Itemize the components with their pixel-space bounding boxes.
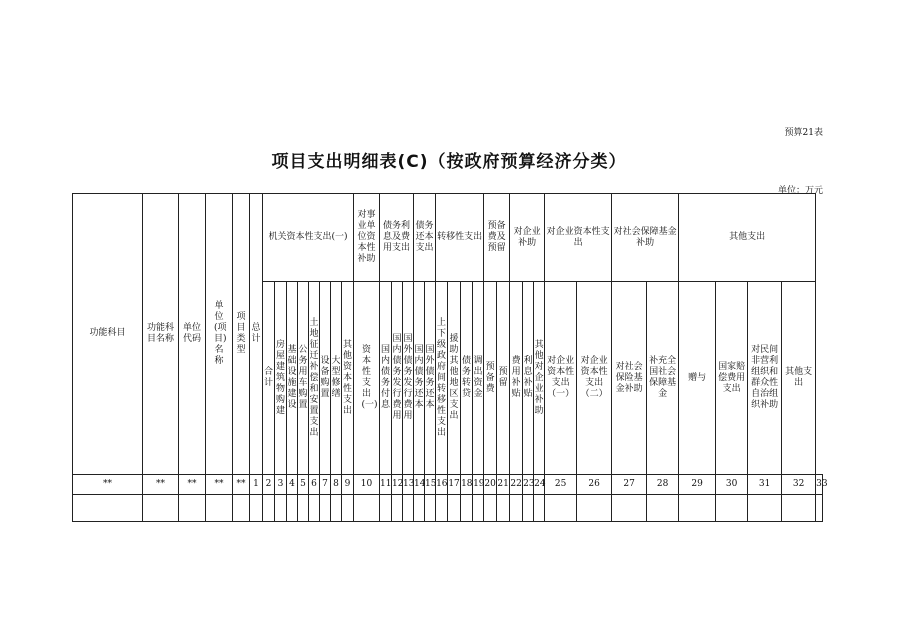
header-total: 总计 xyxy=(250,194,263,475)
data-cell xyxy=(484,494,497,521)
sub-header: 援助其他地区支出 xyxy=(448,282,461,475)
index-cell: 29 xyxy=(679,474,716,494)
data-cell xyxy=(545,494,577,521)
index-cell: 8 xyxy=(331,474,342,494)
data-cell xyxy=(309,494,320,521)
data-cell xyxy=(448,494,461,521)
data-cell xyxy=(748,494,782,521)
index-cell: 24 xyxy=(534,474,545,494)
index-cell: 7 xyxy=(320,474,331,494)
index-cell: 19 xyxy=(473,474,484,494)
index-cell: 5 xyxy=(298,474,309,494)
data-cell xyxy=(425,494,436,521)
sub-header: 利息补贴 xyxy=(523,282,534,475)
group-other: 其他支出 xyxy=(679,194,816,282)
data-cell xyxy=(716,494,748,521)
index-cell: 28 xyxy=(647,474,679,494)
header-unit-name: 单位(项目)名称 xyxy=(206,194,233,475)
data-cell xyxy=(782,494,816,521)
sub-header: 国家赔偿费用支出 xyxy=(716,282,748,475)
sub-header: 国内债务发行费用 xyxy=(392,282,403,475)
data-cell xyxy=(510,494,523,521)
data-cell xyxy=(354,494,380,521)
sub-header: 其他对企业补助 xyxy=(534,282,545,475)
index-cell: 14 xyxy=(414,474,425,494)
data-cell xyxy=(206,494,233,521)
data-cell xyxy=(612,494,647,521)
data-cell xyxy=(534,494,545,521)
data-cell xyxy=(647,494,679,521)
sub-header: 其他资本性支出 xyxy=(342,282,354,475)
group-institution-capital: 对事业单位资本性补助 xyxy=(354,194,380,282)
unit-label: 单位：万元 xyxy=(777,186,823,196)
empty-data-row xyxy=(73,494,823,521)
data-cell xyxy=(679,494,716,521)
index-cell: 11 xyxy=(380,474,392,494)
index-cell: 10 xyxy=(354,474,380,494)
data-cell xyxy=(497,494,510,521)
sub-header: 设备购置 xyxy=(320,282,331,475)
header-function-code: 功能科目 xyxy=(73,194,143,475)
index-cell: 3 xyxy=(275,474,287,494)
index-cell: 16 xyxy=(436,474,448,494)
sub-header: 大型修缮 xyxy=(331,282,342,475)
index-cell: 1 xyxy=(250,474,263,494)
sub-header: 上下级政府间转移性支出 xyxy=(436,282,448,475)
data-cell xyxy=(342,494,354,521)
sub-header: 合计 xyxy=(263,282,275,475)
group-enterprise-subsidy: 对企业补助 xyxy=(510,194,545,282)
sub-header: 国外债务还本 xyxy=(425,282,436,475)
index-cell: 23 xyxy=(523,474,534,494)
data-cell xyxy=(473,494,484,521)
sub-header: 资本性支出(一) xyxy=(354,282,380,475)
sub-header: 对社会保险基金补助 xyxy=(612,282,647,475)
data-cell xyxy=(143,494,179,521)
index-cell: 20 xyxy=(484,474,497,494)
group-organ-capital: 机关资本性支出(一) xyxy=(263,194,354,282)
index-cell: ** xyxy=(233,474,250,494)
data-cell xyxy=(250,494,263,521)
sub-header: 预备费 xyxy=(484,282,497,475)
sub-header: 国内债务付息 xyxy=(380,282,392,475)
index-cell: 30 xyxy=(716,474,748,494)
sub-header: 调出资金 xyxy=(473,282,484,475)
index-cell: 9 xyxy=(342,474,354,494)
sub-header: 房屋建筑物购建 xyxy=(275,282,287,475)
sub-header: 预留 xyxy=(497,282,510,475)
data-cell xyxy=(331,494,342,521)
index-cell: 25 xyxy=(545,474,577,494)
index-cell: 6 xyxy=(309,474,320,494)
sub-header: 其他支出 xyxy=(782,282,816,475)
form-code: 预算21表 xyxy=(784,128,823,138)
index-cell: ** xyxy=(143,474,179,494)
sub-header: 赠与 xyxy=(679,282,716,475)
index-cell: 15 xyxy=(425,474,436,494)
data-cell xyxy=(233,494,250,521)
data-cell xyxy=(523,494,534,521)
data-cell xyxy=(179,494,206,521)
index-cell: 2 xyxy=(263,474,275,494)
index-cell: 4 xyxy=(287,474,298,494)
sub-header: 对企业资本性支出（一） xyxy=(545,282,577,475)
sub-header: 对企业资本性支出（二） xyxy=(577,282,612,475)
header-project-type: 项目类型 xyxy=(233,194,250,475)
sub-header: 对民间非营利组织和群众性自治组织补助 xyxy=(748,282,782,475)
data-cell xyxy=(403,494,414,521)
data-cell xyxy=(577,494,612,521)
index-cell: 32 xyxy=(782,474,816,494)
index-cell: 22 xyxy=(510,474,523,494)
data-cell xyxy=(320,494,331,521)
sub-header: 费用补贴 xyxy=(510,282,523,475)
sub-header: 国内债务还本 xyxy=(414,282,425,475)
sub-header: 债务转贷 xyxy=(461,282,473,475)
data-cell xyxy=(392,494,403,521)
header-unit-code: 单位代码 xyxy=(179,194,206,475)
header-row-groups xyxy=(73,194,823,282)
index-cell: 27 xyxy=(612,474,647,494)
index-cell: 18 xyxy=(461,474,473,494)
index-cell: 17 xyxy=(448,474,461,494)
group-transfer: 转移性支出 xyxy=(436,194,484,282)
page-title: 项目支出明细表(C)（按政府预算经济分类） xyxy=(271,152,627,172)
sub-header: 补充全国社会保障基金 xyxy=(647,282,679,475)
index-cell: ** xyxy=(73,474,143,494)
group-enterprise-capital: 对企业资本性支出 xyxy=(545,194,612,282)
group-debt-interest: 债务利息及费用支出 xyxy=(380,194,414,282)
sub-header: 土地征迁补偿和安置支出 xyxy=(309,282,320,475)
data-cell xyxy=(461,494,473,521)
data-cell xyxy=(275,494,287,521)
index-cell: 13 xyxy=(403,474,414,494)
data-cell xyxy=(414,494,425,521)
index-cell: 31 xyxy=(748,474,782,494)
header-function-name: 功能科目名称 xyxy=(143,194,179,475)
index-cell: 21 xyxy=(497,474,510,494)
sub-header: 公务用车购置 xyxy=(298,282,309,475)
data-cell xyxy=(263,494,275,521)
data-cell xyxy=(73,494,143,521)
data-cell xyxy=(287,494,298,521)
index-cell: ** xyxy=(179,474,206,494)
index-cell: 26 xyxy=(577,474,612,494)
group-reserve: 预备费及预留 xyxy=(484,194,510,282)
sub-header: 国外债务发行费用 xyxy=(403,282,414,475)
group-debt-principal: 债务还本支出 xyxy=(414,194,436,282)
index-cell: 12 xyxy=(392,474,403,494)
data-cell xyxy=(298,494,309,521)
index-row xyxy=(73,474,823,494)
index-cell: 33 xyxy=(816,474,823,494)
data-cell xyxy=(436,494,448,521)
data-cell xyxy=(380,494,392,521)
index-cell: ** xyxy=(206,474,233,494)
group-social-security: 对社会保障基金补助 xyxy=(612,194,679,282)
expenditure-table xyxy=(72,193,828,522)
sub-header: 基础设施建设 xyxy=(287,282,298,475)
data-cell xyxy=(816,494,823,521)
